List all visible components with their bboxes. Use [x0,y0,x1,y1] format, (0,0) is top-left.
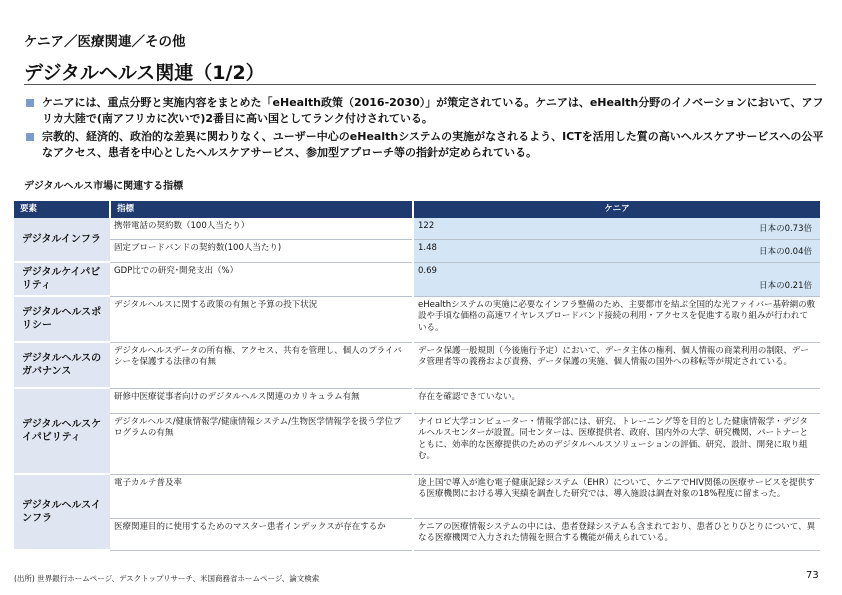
japan-comparison: 日本の0.73倍 [759,224,812,234]
category-digital-health-infra: デジタルヘルスインフラ [14,474,110,550]
category-digital-infra: デジタルインフラ [14,218,110,262]
indicator-cell: 電子カルテ普及率 [110,474,413,518]
table-row [14,262,820,296]
indicator-table [14,201,820,551]
table-row [14,239,820,262]
table-row [14,218,820,239]
value-cell: 存在を確認できていない。 [413,388,820,413]
indicator-cell: デジタルヘルス/健康情報学/健康情報システム/生物医学情報学を扱う学位プログラムの有無 [110,413,413,474]
square-bullet-icon [26,133,34,141]
bullet-text: 宗教的、経済的、政治的な差異に関わりなく、ユーザー中心のeHealthシステムの実施がなされるよう、ICTを活用した質の高いヘルスケアサービスへの公平なアクセス、患者を中心としたヘルスケアサービス、参加型アプローチ等の指針が定められている。 [42,130,824,159]
indicator-cell: 研修中医療従事者向けのデジタルヘルス関連のカリキュラム有無 [110,388,413,413]
indicator-cell: デジタルヘルスに関する政策の有無と予算の投下状況 [110,296,413,342]
category-digital-health-governance: デジタルヘルスのガバナンス [14,342,110,388]
header-kenya: ケニア [413,201,820,218]
breadcrumb: ケニア／医療関連／その他 [24,34,186,50]
table-header-row [14,201,820,218]
category-digital-capability: デジタルケイパビリティ [14,262,110,296]
table-row [14,413,820,474]
header-indicator: 指標 [110,201,413,218]
indicator-cell: デジタルヘルスデータの所有権、アクセス、共有を管理し、個人のプライバシーを保護する法律の有無 [110,342,413,388]
indicator-cell: 固定ブロードバンドの契約数(100人当たり) [110,239,413,262]
bullet-text: ケニアには、重点分野と実施内容をまとめた「eHealth政策（2016-2030）」が策定されている。ケニアは、eHealth分野のイノベーションにおいて、アフリカ大陸で(南アフリカに次いで)2番目に高い国としてランク付けされている。 [42,96,824,125]
table-row [14,518,820,550]
value-text: 0.69 [418,265,437,276]
bullet-item [24,129,824,161]
value-cell: データ保護一般規則（今後施行予定）において、データ主体の権利、個人情報の商業利用の制限、データ管理者等の義務および責務、データ保護の実施、個人情報の国外への移転等が規定されている。 [413,342,820,388]
value-cell: ナイロビ大学コンピューター・情報学部には、研究、トレーニング等を目的とした健康情報学・デジタルヘルスセンターが設置。同センターは、医療提供者、政府、国内外の大学、研究機関、パートナーとともに、効率的な医療提供のためのデジタルヘルスソリューションの評価、研究、設計、開発に取り組む。 [413,413,820,474]
table-row [14,388,820,413]
value-cell: ケニアの医療情報システムの中には、患者登録システムも含まれており、患者ひとりひとりについて、異なる医療機関で入力された情報を照合する機能が備えられている。 [413,518,820,550]
value-cell [413,218,820,239]
header-element: 要素 [14,201,110,218]
page-title: デジタルヘルス関連（1/2） [24,62,265,84]
table-title: デジタルヘルス市場に関連する指標 [24,181,184,192]
source-note: (出所) 世界銀行ホームページ、デスクトップリサーチ、米国商務省ホームページ、論文検索 [14,574,320,583]
bullet-item [24,95,824,127]
value-cell [413,239,820,262]
category-digital-health-capability: デジタルヘルスケイパビリティ [14,388,110,474]
title-divider [24,84,816,85]
category-digital-health-policy: デジタルヘルスポリシー [14,296,110,342]
table-row [14,342,820,388]
summary-bullets [24,95,824,163]
value-cell: 途上国で導入が進む電子健康記録システム（EHR）について、ケニアでHIV関係の医療サービスを提供する医療機関における導入実績を調査した研究では、導入施設は調査対象の18%程度に留まった。 [413,474,820,518]
japan-comparison: 日本の0.04倍 [759,247,812,257]
japan-comparison: 日本の0.21倍 [759,281,812,291]
page-number: 73 [806,570,819,581]
indicator-cell: 医療関連目的に使用するためのマスター患者インデックスが存在するか [110,518,413,550]
table-row [14,474,820,518]
indicator-cell: 携帯電話の契約数（100人当たり） [110,218,413,239]
value-text: 122 [418,221,435,231]
value-text: 1.48 [418,242,437,253]
indicator-cell: GDP比での研究･開発支出（%） [110,262,413,296]
value-cell: eHealthシステムの実施に必要なインフラ整備のため、主要都市を結ぶ全国的な光ファイバー基幹網の敷設や手頃な価格の高速ワイヤレスブロードバンド接続の利用・アクセスを促進する取り組みが行われている。 [413,296,820,342]
square-bullet-icon [26,99,34,107]
table-row [14,296,820,342]
value-cell [413,262,820,296]
